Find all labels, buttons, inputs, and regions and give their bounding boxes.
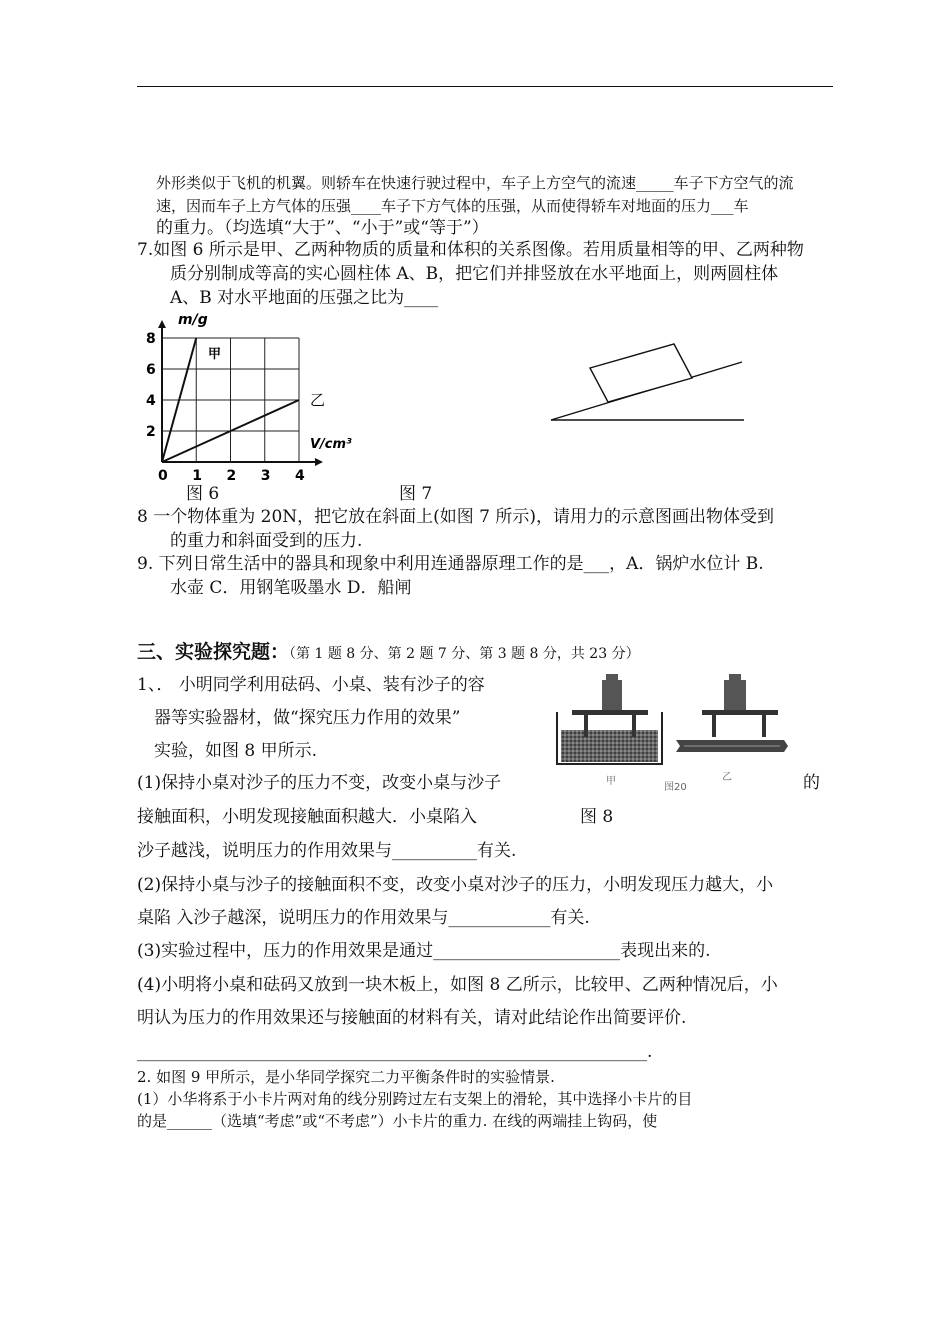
q8-line-1: 8 一个物体重为 20N，把它放在斜面上(如图 7 所示)，请用力的示意图画出物体受到 <box>137 507 775 527</box>
figure-6-caption: 图 6 <box>186 484 220 504</box>
fig8-label-yi: 乙 <box>722 772 732 783</box>
apparatus-yi <box>676 674 788 752</box>
figure-7-caption: 图 7 <box>399 484 433 504</box>
table-top <box>572 710 648 715</box>
exp1-p1-a: (1)保持小桌对沙子的压力不变，改变小桌与沙子 <box>137 773 502 793</box>
section-3-note: （第 1 题 8 分、第 2 题 7 分、第 3 题 8 分，共 23 分） <box>289 646 640 662</box>
exp1-p4-a: (4)小明将小桌和砝码又放到一块木板上，如图 8 乙所示，比较甲、乙两种情况后，小 <box>137 975 778 995</box>
chart-xlabel: V/cm³ <box>310 437 352 452</box>
x-tick-label: 0 <box>158 468 168 483</box>
weight <box>602 680 622 710</box>
figure-7-incline <box>548 340 748 425</box>
section-3-heading <box>137 637 640 664</box>
x-tick-label: 1 <box>192 468 202 483</box>
exp1-line-1: 1、． 小明同学利用砝码、小桌、装有沙子的容 <box>137 675 485 695</box>
exp2-line-1: 2. 如图 9 甲所示，是小华同学探究二力平衡条件时的实验情景. <box>137 1068 555 1086</box>
apparatus-jia <box>557 674 662 764</box>
fig8-label-jia: 甲 <box>606 776 616 787</box>
exp2-line-3: 的是______（选填“考虑”或“不考虑”）小卡片的重力. 在线的两端挂上钩码，使 <box>137 1112 658 1130</box>
exp1-p2-a: (2)保持小桌与沙子的接触面积不变，改变小桌对沙子的压力，小明发现压力越大，小 <box>137 875 774 895</box>
exp1-p1-b: 的 <box>803 773 820 793</box>
q6-line-1: 外形类似于飞机的机翼。则轿车在快速行驶过程中，车子上方空气的流速_____车子下方空气的流 <box>156 174 794 192</box>
weight <box>724 680 746 710</box>
q6-line-3: 的重力。（均选填“大于”、“小于”或“等于”） <box>156 218 489 238</box>
x-axis-arrow <box>315 458 323 466</box>
series-label-yi: 乙 <box>310 391 326 409</box>
x-tick-label: 3 <box>260 468 271 483</box>
q7-line-3: A、B 对水平地面的压强之比为____ <box>170 288 439 308</box>
chart-ylabel: m/g <box>178 312 208 328</box>
exp1-p4-b: 明认为压力的作用效果还与接触面的材料有关，请对此结论作出简要评价. <box>137 1008 687 1028</box>
y-tick-label: 4 <box>146 393 156 409</box>
exp1-line-3: 实验，如图 8 甲所示. <box>154 741 318 761</box>
exp1-line-2: 器等实验器材，做“探究压力作用的效果” <box>154 708 461 728</box>
figure-8-apparatus <box>554 668 794 796</box>
exp1-p4-answer-line: ____________________________________________________________. <box>137 1042 653 1062</box>
table-top <box>702 710 778 715</box>
section-3-title: 三、实验探究题： <box>137 641 290 663</box>
q9-line-1: 9. 下列日常生活中的器具和现象中利用连通器原理工作的是___，A．锅炉水位计 B. <box>137 554 764 574</box>
q9-line-2: 水壶 C．用钢笔吸墨水 D．船闸 <box>170 578 412 598</box>
header-rule <box>137 86 833 87</box>
q6-line-2: 速，因而车子上方气体的压强____车子下方气体的压强，从而使得轿车对地面的压力___车 <box>156 197 749 215</box>
chart-axes <box>158 320 326 466</box>
exp1-p1-c: 接触面积，小明发现接触面积越大．小桌陷入 <box>137 807 477 827</box>
y-axis-arrow <box>158 320 166 328</box>
y-tick-label: 8 <box>146 331 156 347</box>
figure-6-chart <box>138 308 368 483</box>
series-label-jia: 甲 <box>208 347 222 362</box>
y-tick-label: 2 <box>146 424 156 440</box>
x-tick-label: 2 <box>226 468 237 483</box>
q7-line-1: 7.如图 6 所示是甲、乙两种物质的质量和体积的关系图像。若用质量相等的甲、乙两种物 <box>137 240 804 260</box>
q7-line-2: 质分别制成等高的实心圆柱体 A、B，把它们并排竖放在水平地面上，则两圆柱体 <box>170 264 779 284</box>
y-tick-label: 6 <box>146 362 156 378</box>
exp1-p2-b: 桌陷 入沙子越深，说明压力的作用效果与____________有关. <box>137 908 590 928</box>
exp1-p3: (3)实验过程中，压力的作用效果是通过______________________表现出来的. <box>137 941 711 961</box>
exp2-line-2: (1）小华将系于小卡片两对角的线分别跨过左右支架上的滑轮，其中选择小卡片的目 <box>137 1090 693 1108</box>
x-tick-label: 4 <box>295 468 305 483</box>
sand <box>561 730 658 762</box>
q8-line-2: 的重力和斜面受到的压力. <box>170 531 363 551</box>
exp1-p1-d: 沙子越浅，说明压力的作用效果与__________有关. <box>137 841 517 861</box>
chart-grid <box>162 338 299 462</box>
fig8-inner-caption: 图20 <box>664 782 687 793</box>
figure-8-caption: 图 8 <box>580 807 614 827</box>
